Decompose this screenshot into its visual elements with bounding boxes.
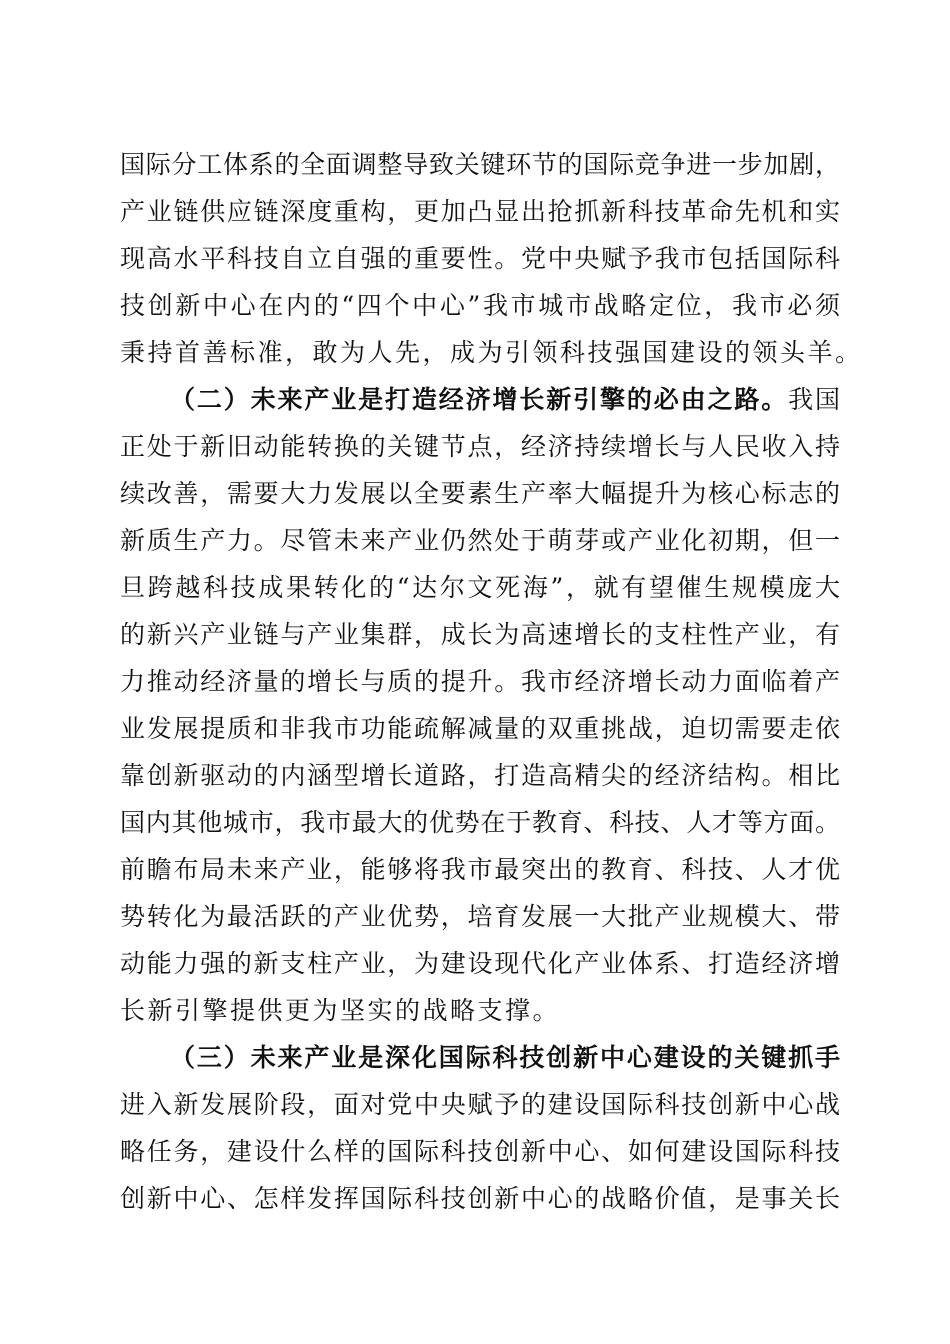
text-line: 动能力强的新支柱产业，为建设现代化产业体系、打造经济增 xyxy=(120,949,840,978)
text-line: 的新兴产业链与产业集群，成长为高速增长的支柱性产业，有 xyxy=(120,620,840,649)
text-line: 靠创新驱动的内涵型增长道路，打造高精尖的经济结构。相比 xyxy=(120,761,840,790)
text-line: 产业链供应链深度重构，更加凸显出抢抓新科技革命先机和实 xyxy=(120,197,840,226)
text-line: 正处于新旧动能转换的关键节点，经济持续增长与人民收入持 xyxy=(120,432,840,461)
text-line: 创新中心、怎样发挥国际科技创新中心的战略价值，是事关长 xyxy=(120,1184,840,1213)
section-heading-line xyxy=(170,1038,840,1078)
section-heading-line xyxy=(170,380,840,420)
text-line: 势转化为最活跃的产业优势，培育发展一大批产业规模大、带 xyxy=(120,902,840,931)
heading-tail: 我国 xyxy=(788,385,840,414)
text-line: 国际分工体系的全面调整导致关键环节的国际竞争进一步加剧， xyxy=(120,150,840,179)
text-line: 长新引擎提供更为坚实的战略支撑。 xyxy=(120,996,561,1025)
text-line: 技创新中心在内的“四个中心”我市城市战略定位，我市必须 xyxy=(120,291,840,320)
text-line: 续改善，需要大力发展以全要素生产率大幅提升为核心标志的 xyxy=(120,479,840,508)
text-line: 略任务，建设什么样的国际科技创新中心、如何建设国际科技 xyxy=(120,1137,840,1166)
text-line: 前瞻布局未来产业，能够将我市最突出的教育、科技、人才优 xyxy=(120,855,840,884)
section-heading: （二）未来产业是打造经济增长新引擎的必由之路。 xyxy=(170,385,789,414)
text-line: 现高水平科技自立自强的重要性。党中央赋予我市包括国际科 xyxy=(120,244,840,273)
text-line: 进入新发展阶段，面对党中央赋予的建设国际科技创新中心战 xyxy=(120,1090,840,1119)
text-line: 新质生产力。尽管未来产业仍然处于萌芽或产业化初期，但一 xyxy=(120,526,840,555)
text-line: 业发展提质和非我市功能疏解减量的双重挑战，迫切需要走依 xyxy=(120,714,840,743)
text-line: 旦跨越科技成果转化的“达尔文死海”，就有望催生规模庞大 xyxy=(120,573,840,602)
text-line: 秉持首善标准，敢为人先，成为引领科技强国建设的领头羊。 xyxy=(120,338,863,367)
text-line: 力推动经济量的增长与质的提升。我市经济增长动力面临着产 xyxy=(120,667,840,696)
section-heading: （三）未来产业是深化国际科技创新中心建设的关键抓手 xyxy=(170,1043,840,1072)
text-line: 国内其他城市，我市最大的优势在于教育、科技、人才等方面。 xyxy=(120,808,840,837)
